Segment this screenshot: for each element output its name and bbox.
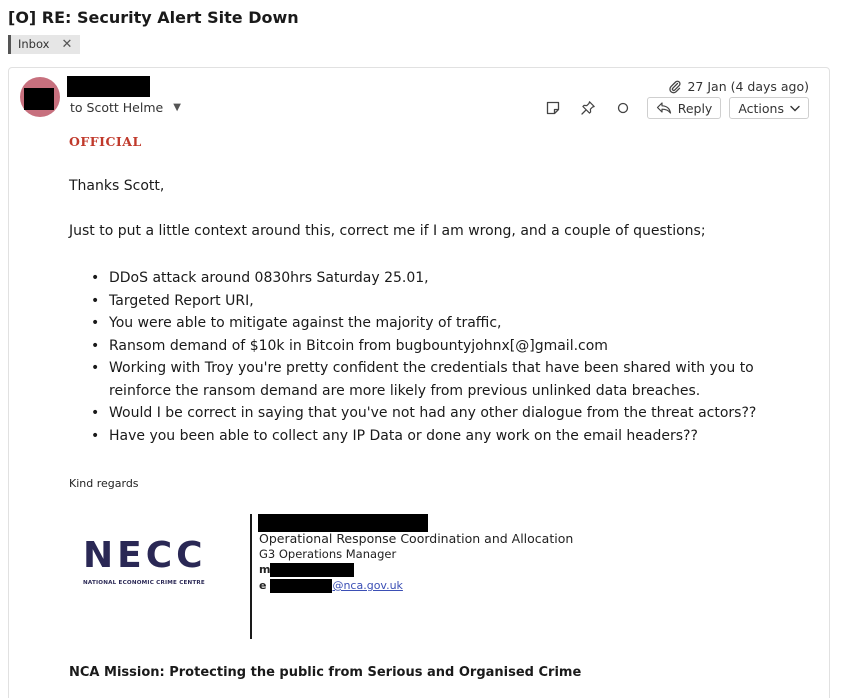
recipient-details-caret-icon[interactable]: ▼	[173, 102, 181, 113]
avatar-redaction	[24, 88, 54, 110]
email-subject: [O] RE: Security Alert Site Down	[8, 8, 299, 27]
mark-unread-circle-icon[interactable]	[612, 97, 634, 119]
list-item: • Have you been able to collect any IP Data or done any work on the email headers??	[87, 425, 787, 448]
signature-email-line	[259, 577, 403, 593]
list-item: • DDoS attack around 0830hrs Saturday 25.01,	[87, 267, 787, 290]
reply-button[interactable]	[647, 97, 722, 119]
necc-logo	[83, 536, 207, 586]
signature-mobile-line	[259, 561, 354, 577]
recipient-line	[70, 100, 181, 115]
message-date	[669, 79, 809, 94]
chevron-down-icon	[790, 105, 800, 112]
email-user-redaction	[270, 579, 332, 593]
list-item: • Ransom demand of $10k in Bitcoin from bugbountyjohnx[@]gmail.com	[87, 335, 787, 358]
signature-divider	[250, 514, 252, 639]
question-list	[87, 267, 787, 447]
mission-statement: NCA Mission: Protecting the public from Serious and Organised Crime	[69, 665, 582, 680]
message-card	[8, 67, 830, 698]
mobile-number-redaction	[270, 563, 354, 577]
greeting-text: Thanks Scott,	[69, 178, 165, 194]
classification-marking: OFFICIAL	[69, 134, 142, 149]
note-icon[interactable]	[542, 97, 564, 119]
message-toolbar	[542, 97, 809, 119]
remove-label-icon[interactable]: ✕	[61, 37, 73, 52]
signature-role: G3 Operations Manager	[259, 547, 397, 561]
intro-text: Just to put a little context around this, correct me if I am wrong, and a couple of questions;	[69, 223, 706, 239]
inbox-label-text: Inbox	[18, 37, 50, 51]
signature-department: Operational Response Coordination and Allocation	[259, 531, 574, 546]
sender-name-redaction	[67, 76, 150, 97]
reply-label: Reply	[677, 100, 713, 116]
paperclip-icon	[669, 80, 681, 94]
signature-email-link[interactable]: @nca.gov.uk	[332, 579, 403, 592]
reply-arrow-icon	[656, 102, 672, 114]
pin-icon[interactable]	[577, 97, 599, 119]
email-label: e	[259, 579, 267, 592]
list-item: • Working with Troy you're pretty confident the credentials that have been shared with you to reinforce the ransom demand are more likely from previous unlinked data breaches.	[87, 357, 787, 402]
list-item: • You were able to mitigate against the majority of traffic,	[87, 312, 787, 335]
list-item: • Would I be correct in saying that you've not had any other dialogue from the threat actors??	[87, 402, 787, 425]
sender-avatar[interactable]	[20, 77, 60, 117]
recipient-text: to Scott Helme	[70, 100, 164, 115]
list-item: • Targeted Report URI,	[87, 290, 787, 313]
signature-name-redaction	[258, 514, 428, 532]
actions-button[interactable]	[729, 97, 809, 119]
message-date-text: 27 Jan (4 days ago)	[687, 79, 809, 94]
mobile-label: m	[259, 563, 271, 576]
logo-text: NECC	[83, 535, 207, 576]
closing-text: Kind regards	[69, 477, 139, 490]
logo-subtext: NATIONAL ECONOMIC CRIME CENTRE	[83, 580, 205, 586]
actions-label: Actions	[738, 100, 784, 116]
inbox-label-tag[interactable]	[8, 35, 80, 54]
